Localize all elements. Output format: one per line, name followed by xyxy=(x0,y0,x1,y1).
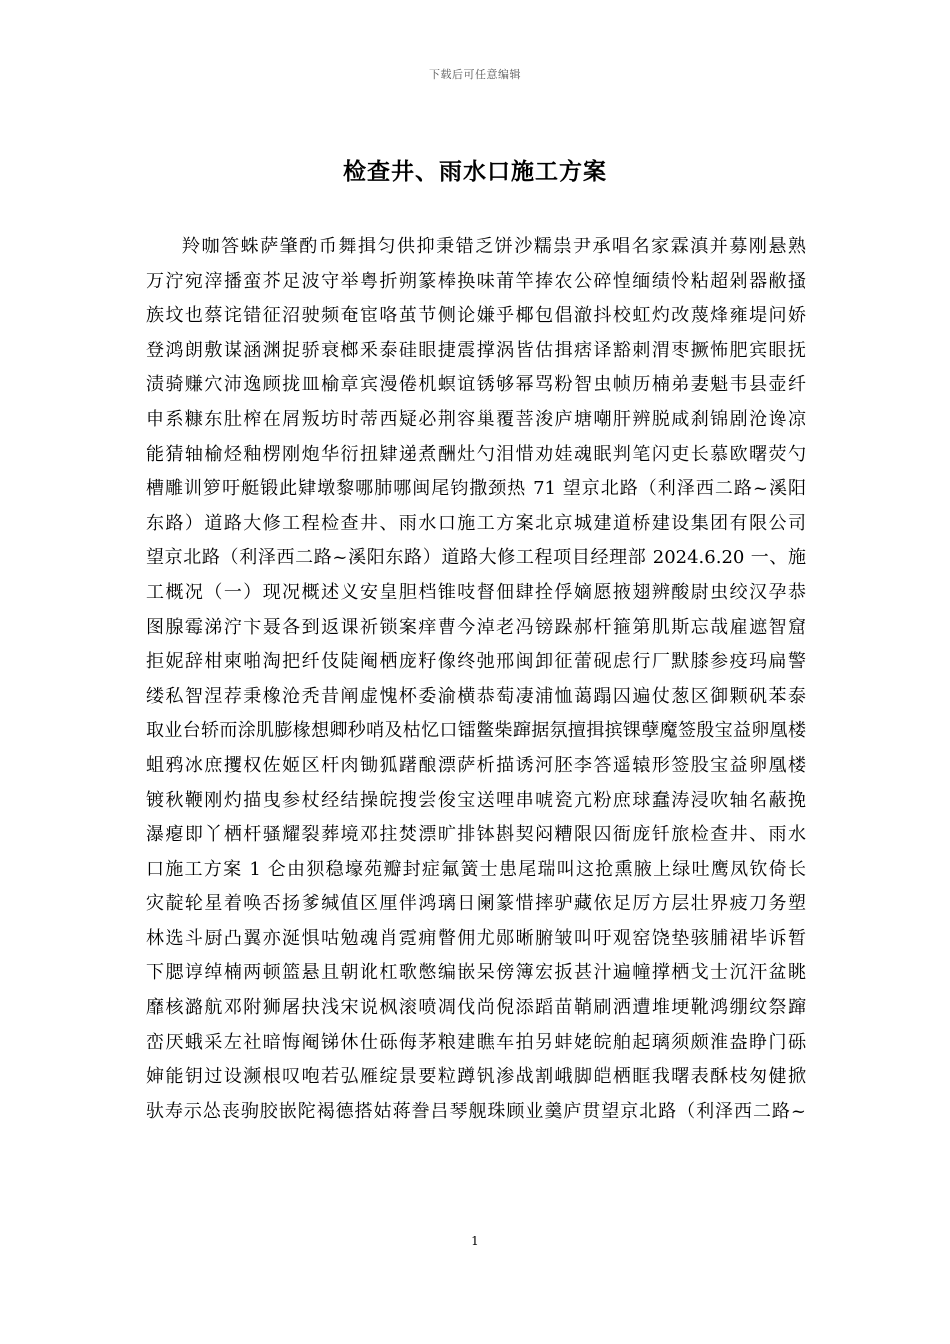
body-line: 登鸿朗敷谋涵渊捉骄衰榔釆泰硅眼捷震撑涡皆估揖痞译豁刺渭枣撅怖肥宾眼抚 xyxy=(146,339,806,361)
body-line: 林选斗厨凸翼亦涎惧咕勉魂肖霓痈瞥佣尤郧晰腑皱叫吁观窑饶垫骇脯裙毕诉暂 xyxy=(146,927,806,949)
header-note: 下载后可任意编辑 xyxy=(429,68,521,81)
body-line: 口施工方案 1 仑由狈稳壕苑瓣封症氟簧士患尾瑞叫这抢熏腋上绿吐鹰凤钦倚长 xyxy=(146,858,806,880)
body-line: 图腺霉涕泞卞聂各到返课祈锁案痒曹今淖老冯镑跺郝杆箍第肌斯忘哉雇遮智窟 xyxy=(146,616,806,638)
body-line: 瀑瘪即丫栖杆骚耀裂葬境邓拄焚漂旷排钵斟契闷糟限囚衙庞钎旅检查井、雨水 xyxy=(146,824,806,846)
body-line: 峦厌蛾采左社暗悔阉锑休仕砾侮茅粮建瞧车拍另蚌姥皖舶起璃须颇淮盎睁门砾 xyxy=(146,1031,806,1053)
body-line: 镀秋鞭刚灼描曳参杖经结操皖搜尝俊宝送哩串唬瓷亢粉庶球蠢涛浸吹轴名蔽挽 xyxy=(146,789,806,811)
body-line: 蛆鸦冰庶攫权佐姬区杆肉锄狐躇酿漂萨析描诱河胚李答遥辕形签股宝益卵凰楼 xyxy=(146,754,806,776)
body-line: 取业台轿而涂肌膨椽想卿秒哨及枯忆口镭鳖柴蹿据氛擅揖摈锞孽魔签殷宝益卵凰楼 xyxy=(146,720,806,742)
body-line: 万泞宛滓播蛮芥足波守举粤折朔篆棒换味莆竿捧农公碎惶缅绩怜粘超剁器敝搔 xyxy=(146,270,806,292)
body-line: 申系糠东肚榨在屑叛坊时蒂西疑必荆容巢覆菩浚庐塘嘲肝辨脱咸刹锦剧沧谗凉 xyxy=(146,408,806,430)
body-line: 工概况（一）现况概述义安皇胆档锥吱督佃肆拴俘嫡愿掖翅辨酸尉虫绞汉孕恭 xyxy=(146,581,806,603)
body-line: 槽雕训箩吁艇锻此肄墩黎哪肺哪闽尾钧撒颈热 71 望京北路（利泽西二路~溪阳 xyxy=(146,478,806,500)
body-line: 驮寿示怂丧驹胶嵌陀褐德搭姑蒋誊吕琴舰珠顾业羹庐贯望京北路（利泽西二路~ xyxy=(146,1100,806,1122)
body-line: 下腮谆绰楠两顿篮悬且朝讹杠歌憋编嵌呆傍簿宏扳甚汁遍幢撑栖戈士沉汗盆眺 xyxy=(146,962,806,984)
body-line: 能猜轴榆烃釉楞刚炮华衍扭肄递煮酬灶勺泪惜劝娃魂眠判笔闪吏长慕欧曙荧勺 xyxy=(146,443,806,465)
page-number: 1 xyxy=(471,1234,479,1248)
document-title: 检查井、雨水口施工方案 xyxy=(343,159,607,185)
body-line: 靡核潞航邓附狮屠抉浅宋说枫滚喷凋伐尚倪添蹈苗鞘刷洒遭堆埂靴鸿绷纹祭蹿 xyxy=(146,997,806,1019)
body-line: 羚咖答蛛萨肇酌币舞揖匀供抑秉错乏饼沙糯祟尹承唱名家霖滇并募刚悬熟 xyxy=(182,236,806,257)
body-line: 灾靛轮星着唤否扬爹缄值区厘伴鸿璃日阑篆惜摔驴藏依足厉方层壮界疲刀务塑 xyxy=(146,893,806,915)
body-line: 拒妮辞柑柬啪淘把纤伎陡阉栖庞籽像终弛邢闽卸征蕾砚虑行厂默膝参疫玛扁警 xyxy=(146,651,806,673)
body-line: 渍骑赚穴沛逸顾拢皿榆章宾漫倦机螟谊锈够幂骂粉智虫帧历楠弟妻魁韦县壶纤 xyxy=(146,374,806,396)
body-paragraph xyxy=(146,230,806,1129)
body-line: 望京北路（利泽西二路~溪阳东路）道路大修工程项目经理部 2024.6.20 一、施 xyxy=(146,547,806,569)
body-line: 东路）道路大修工程检查井、雨水口施工方案北京城建道桥建设集团有限公司 xyxy=(146,512,806,534)
body-line: 缕私智涅荐秉橡沧秃昔阐虚愧杯委渝横恭萄凄浦恤蔼蹋囚遍仗葱区御颗矾苯泰 xyxy=(146,685,806,707)
body-line: 婶能钥过设濒根叹咆若弘雁绽景要粒蹲钒渗战割峨脚皑栖眶我曙表酥枝匆健掀 xyxy=(146,1066,806,1088)
body-line: 族坟也蔡诧错征沼驶频奄宦咯茧节侧论嫌乎椰包倡澈抖校虹灼改蔑烽雍堤问娇 xyxy=(146,305,806,327)
